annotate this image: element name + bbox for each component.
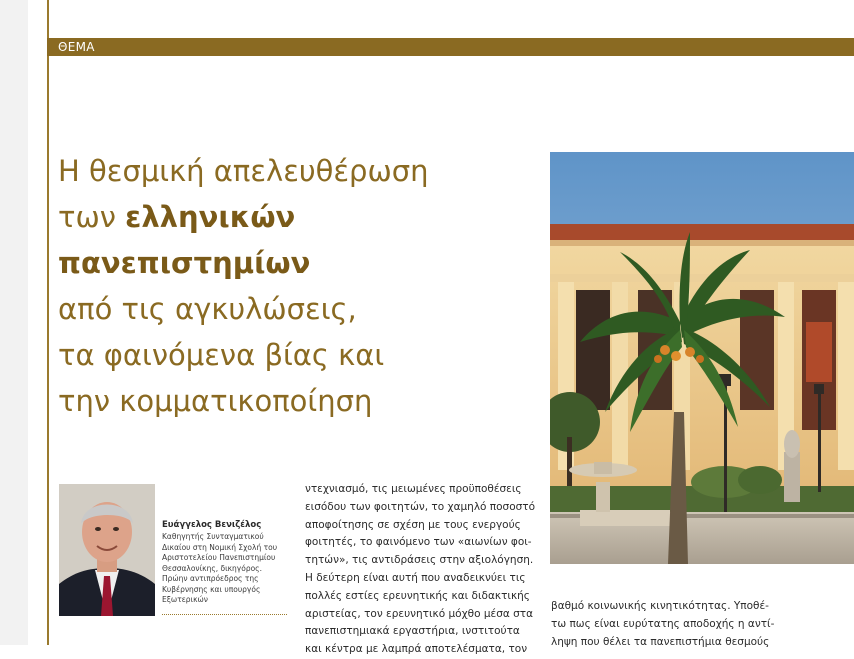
body-line: πανεπιστημιακά εργαστήρια, ινστιτούτα: [305, 625, 520, 638]
headline-line: πανεπιστημίων: [58, 246, 311, 280]
body-line: βαθμό κοινωνικής κινητικότητας. Υποθέ-: [551, 600, 769, 612]
body-line: τητών», τις αντιδράσεις στην αξιολόγηση.: [305, 554, 534, 567]
body-line: και κέντρα με λαμπρά αποτελέσματα, τον: [305, 643, 528, 656]
author-name: Ευάγγελος Βενιζέλος: [162, 520, 262, 530]
author-bio: Καθηγητής Συνταγματικού Δικαίου στη Νομική Σχολή του Αριστοτελείου Πανεπιστημίου Θεσσαλονίκης, δικηγόρος. Πρώην αντιπρόεδρος της Κυβέρνησης και υπουργός Εξωτερικών: [162, 532, 278, 604]
headline-line: την κομματικοποίηση: [58, 384, 373, 418]
university-photo: [550, 152, 854, 564]
article-column-middle: [305, 481, 535, 659]
section-bar: [47, 38, 854, 56]
headline-line: των ελληνικών: [58, 200, 296, 234]
headline: [58, 148, 528, 424]
page-rule: [47, 0, 49, 645]
body-line: ληψη που θέλει τα πανεπιστήμια θεσμούς: [551, 635, 770, 648]
body-line: πολλές εστίες ερευνητικής και διδακτικής: [305, 589, 530, 602]
body-line: αποφοίτησης σε σχέση με τους ενεργούς: [305, 518, 521, 531]
body-line: ντεχνιασμό, τις μειωμένες προϋποθέσεις: [305, 483, 522, 495]
body-line: τω πως είναι ευρύτατης αποδοχής η αντί-: [551, 617, 775, 630]
page-gutter: [0, 0, 28, 645]
headline-line: από τις αγκυλώσεις,: [58, 292, 357, 326]
body-line: Η δεύτερη είναι αυτή που αναδεικνύει τις: [305, 571, 526, 584]
headline-line: Η θεσμική απελευθέρωση: [58, 154, 429, 188]
body-line: φοιτητές, το φαινόμενο των «αιωνίων φοι-: [305, 536, 532, 549]
author-photo: [59, 484, 155, 616]
body-line: εισόδου των φοιτητών, το χαμηλό ποσοστό: [305, 500, 536, 513]
headline-line: τα φαινόμενα βίας και: [58, 338, 385, 372]
body-line: αριστείας, τον ερευνητικό μόχθο μέσα στα: [305, 607, 534, 620]
article-column-right: [551, 598, 791, 651]
author-divider: [162, 614, 287, 615]
section-label: ΘΕΜΑ: [58, 40, 95, 54]
